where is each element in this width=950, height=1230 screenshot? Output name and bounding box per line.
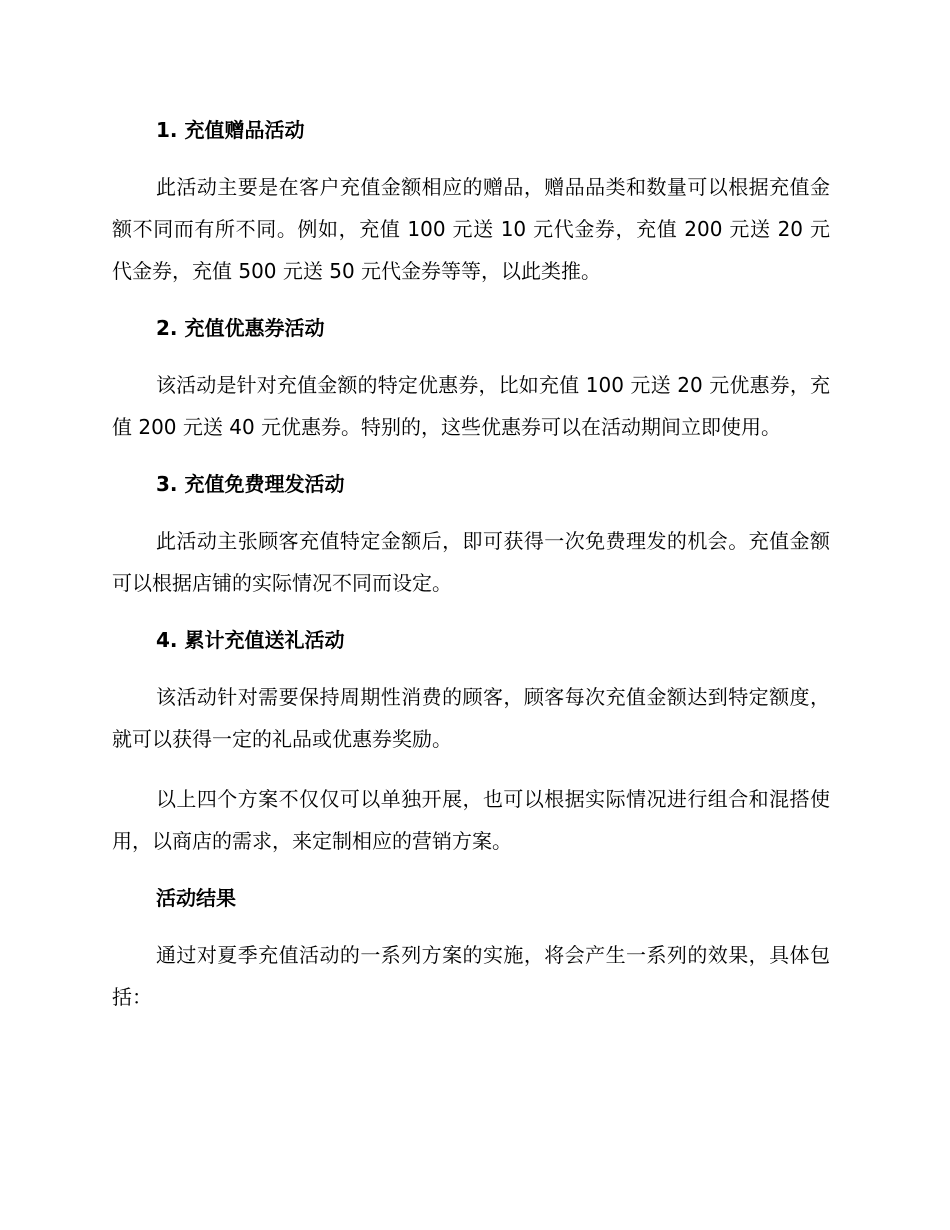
section-heading-free-haircut: 3. 充值免费理发活动 — [156, 472, 345, 496]
paragraph-summary: 以上四个方案不仅仅可以单独开展，也可以根据实际情况进行组合和混搭使用，以商店的需求，来定制相应的营销方案。 — [112, 787, 830, 853]
paragraph-coupon: 该活动是针对充值金额的特定优惠券，比如充值 100 元送 20 元优惠券，充值 200 元送 40 元优惠券。特别的，这些优惠券可以在活动期间立即使用。 — [112, 373, 830, 439]
section-heading-coupon: 2. 充值优惠券活动 — [156, 316, 325, 340]
section-heading-gift: 1. 充值赠品活动 — [156, 118, 305, 142]
paragraph-gift: 此活动主要是在客户充值金额相应的赠品，赠品品类和数量可以根据充值金额不同而有所不同。例如，充值 100 元送 10 元代金券，充值 200 元送 20 元代金券，充值 500 元送 50 元代金券等等，以此类推。 — [112, 175, 830, 283]
document-page — [112, 112, 830, 1036]
paragraph-results: 通过对夏季充值活动的一系列方案的实施，将会产生一系列的效果，具体包括： — [112, 943, 830, 1009]
section-heading-results: 活动结果 — [156, 886, 236, 910]
paragraph-cumulative: 该活动针对需要保持周期性消费的顾客，顾客每次充值金额达到特定额度，就可以获得一定的礼品或优惠券奖励。 — [112, 685, 830, 751]
section-heading-cumulative: 4. 累计充值送礼活动 — [156, 628, 345, 652]
paragraph-free-haircut: 此活动主张顾客充值特定金额后，即可获得一次免费理发的机会。充值金额可以根据店铺的实际情况不同而设定。 — [112, 529, 830, 595]
